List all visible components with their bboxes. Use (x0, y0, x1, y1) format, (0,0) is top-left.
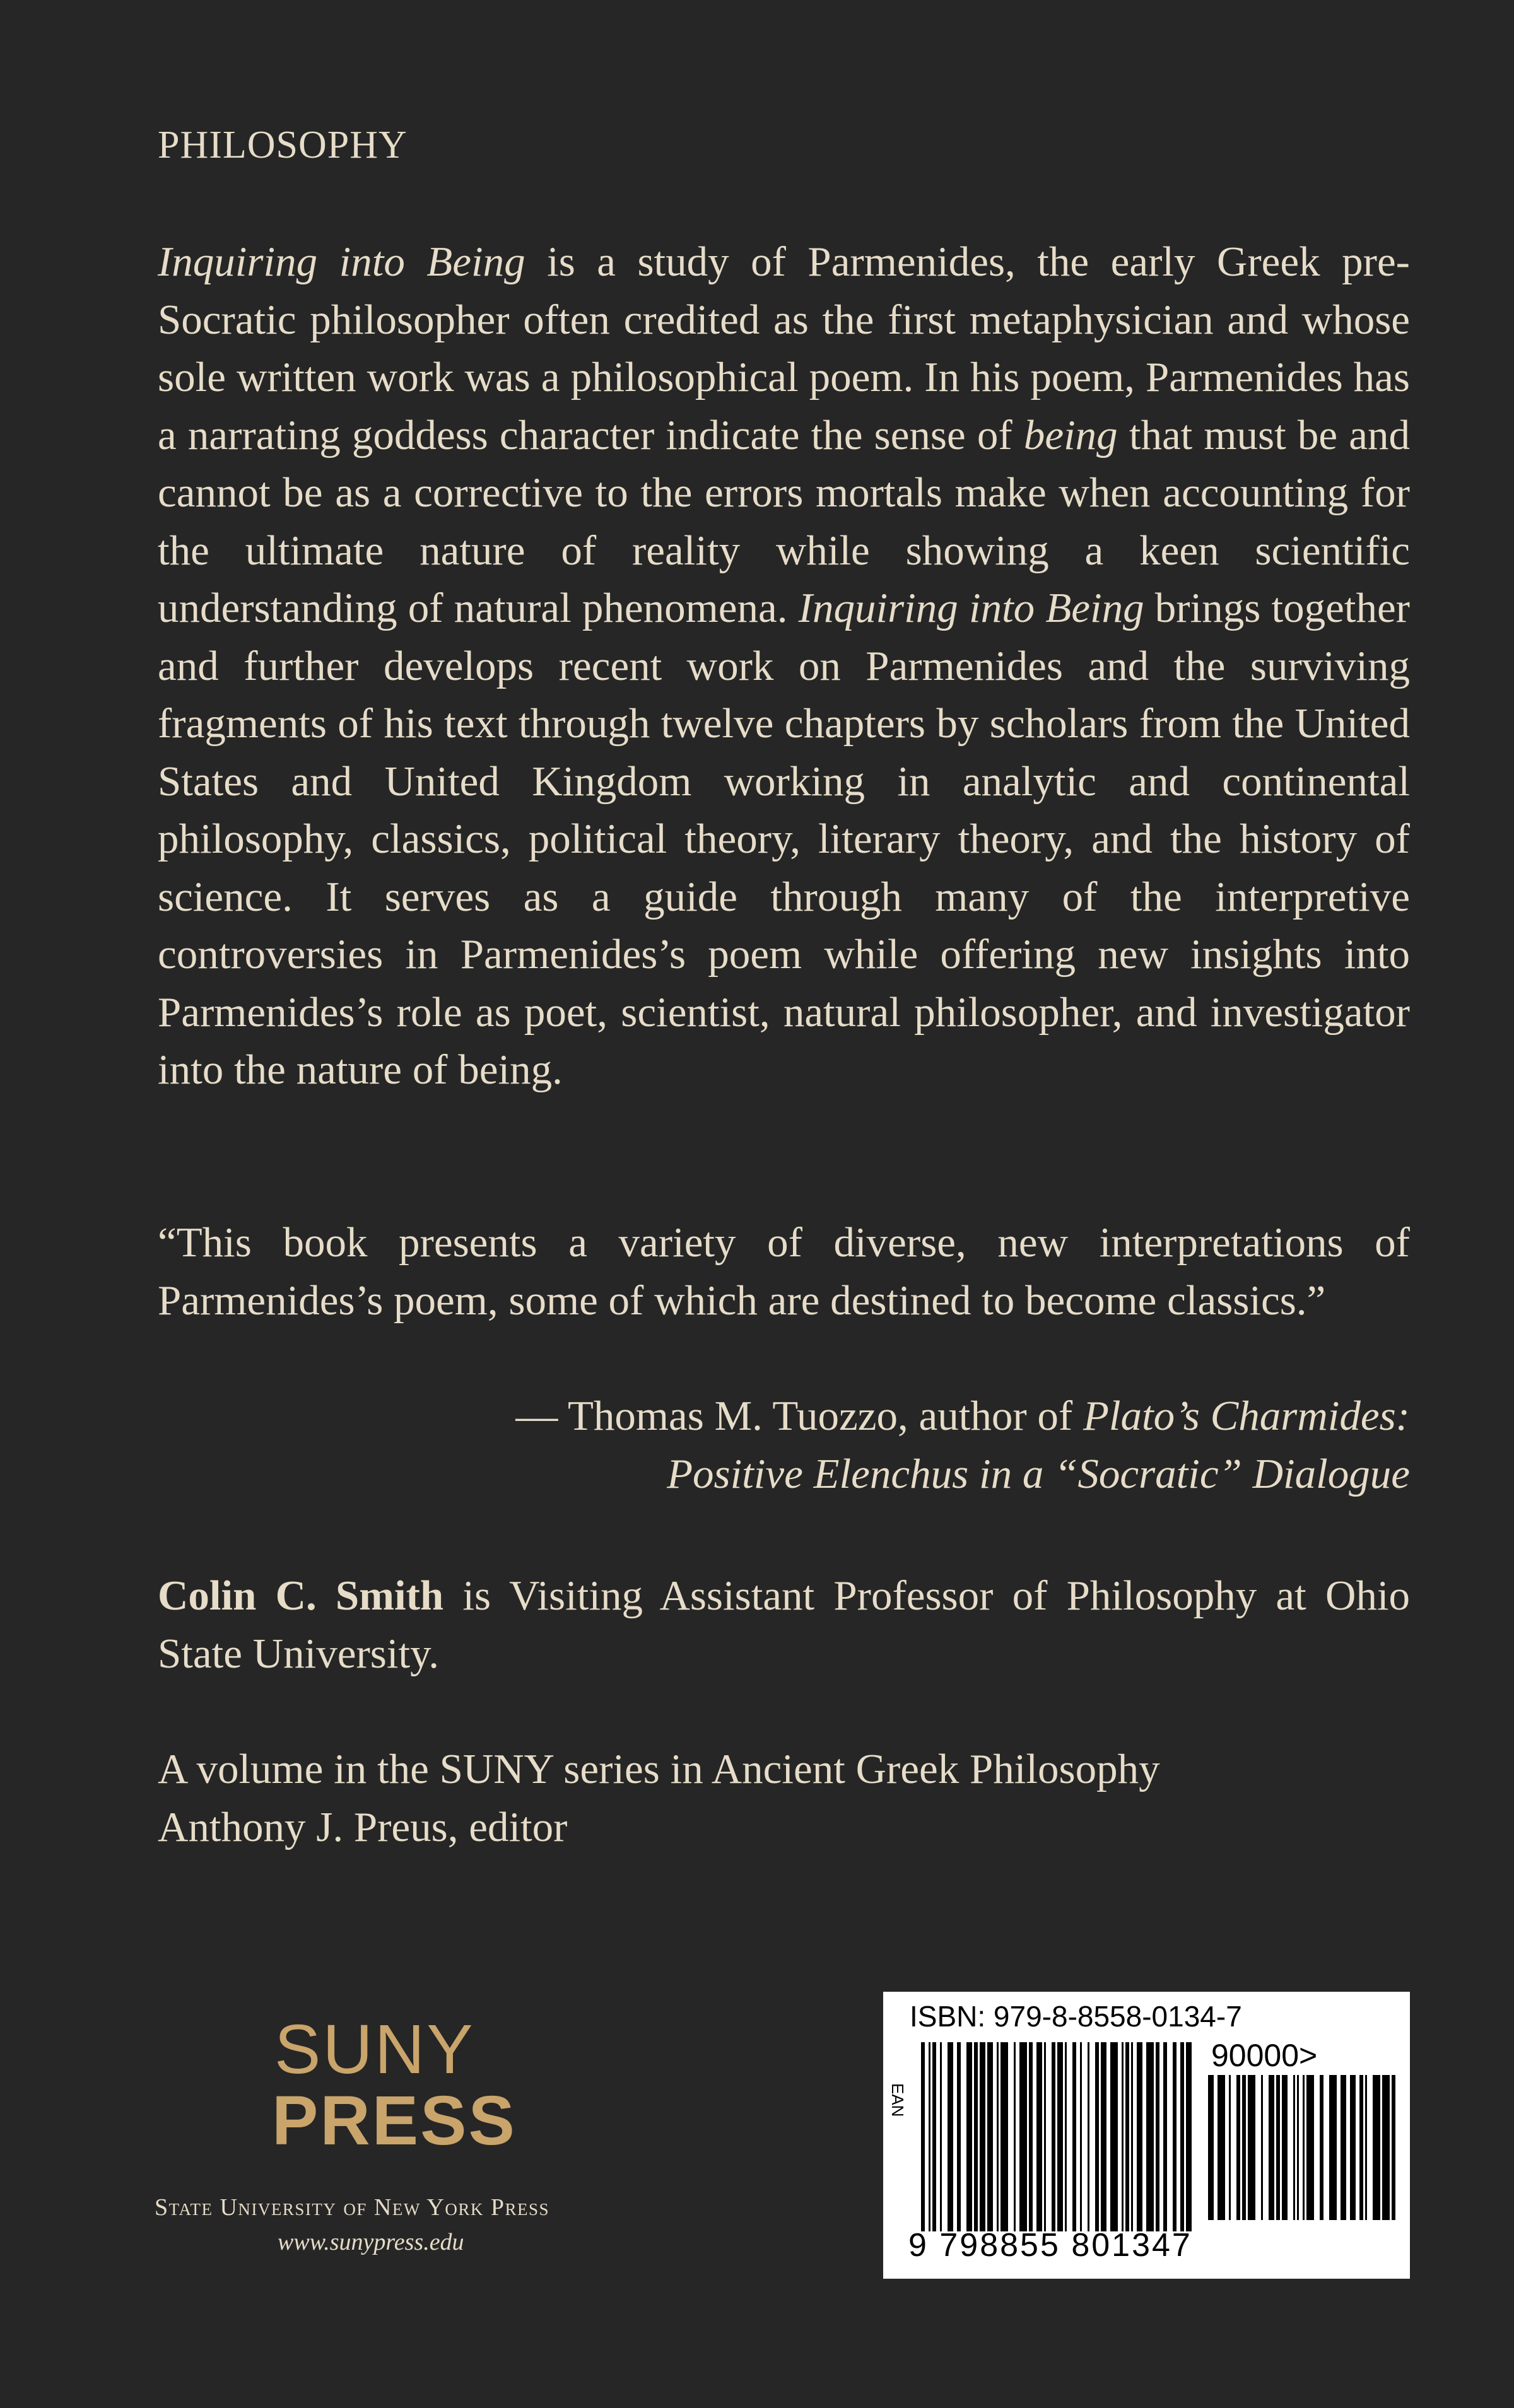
barcode-bar (1080, 2042, 1082, 2231)
barcode-bar (1019, 2042, 1027, 2231)
barcode-bar (1341, 2075, 1346, 2220)
barcode-bar (1373, 2075, 1380, 2220)
barcode-bar (1156, 2042, 1159, 2231)
barcode-bar (1101, 2042, 1106, 2231)
barcode-bar (1306, 2075, 1314, 2220)
book-title-italic: Inquiring into Being (158, 238, 525, 285)
barcode-bar (1261, 2075, 1263, 2220)
endorsement-quote: “This book presents a variety of diverse, new interpretations of Parmenides’s poem, some of which are destined to become classics.” (158, 1219, 1410, 1324)
barcode-bar (1088, 2042, 1089, 2231)
barcode-bar (1052, 2042, 1055, 2231)
barcode-bar (1029, 2042, 1033, 2231)
logo-press-text: PRESS (272, 2082, 517, 2160)
author-name: Colin C. Smith (158, 1572, 444, 1619)
barcode-bars (921, 2042, 1192, 2231)
barcode-bar (1365, 2075, 1367, 2220)
barcode-bar (1044, 2042, 1046, 2231)
barcode-bar (1137, 2042, 1142, 2231)
barcode-bar (1036, 2042, 1042, 2231)
barcode-bar (1173, 2042, 1177, 2231)
category-label: PHILOSOPHY (158, 124, 408, 167)
barcode-bar (929, 2042, 930, 2231)
barcode-bar (1293, 2075, 1295, 2220)
barcode-bar (1382, 2075, 1390, 2220)
ean-label: EAN (888, 2083, 907, 2117)
barcode-bar (932, 2042, 936, 2231)
barcode-bar (1303, 2075, 1305, 2220)
barcode (883, 1992, 1410, 2279)
barcode-bar (1329, 2075, 1337, 2220)
barcode-bar (957, 2042, 961, 2231)
barcode-bar (940, 2042, 942, 2231)
barcode-bar (1229, 2075, 1231, 2220)
barcode-bar (987, 2042, 993, 2231)
barcode-bar (1122, 2042, 1124, 2231)
author-bio (158, 1567, 1410, 1683)
barcode-bar (1282, 2075, 1288, 2220)
publisher-name: State University of New York Press (155, 2194, 550, 2221)
barcode-bar (1095, 2042, 1099, 2231)
barcode-bar (1057, 2042, 1063, 2231)
barcode-bar (980, 2042, 985, 2231)
being-italic: being (1023, 411, 1118, 459)
book-title-italic-2: Inquiring into Being (798, 585, 1144, 631)
barcode-bar (974, 2042, 978, 2231)
barcode-bar (1186, 2042, 1192, 2231)
ean-digits: 9 798855 801347 (908, 2227, 1192, 2264)
price-code: 90000> (1211, 2038, 1318, 2073)
barcode-bar (1208, 2075, 1214, 2220)
publisher-logo (155, 2011, 634, 2258)
barcode-bar (997, 2042, 999, 2231)
endorsement-attribution (515, 1388, 1410, 1503)
isbn-label: ISBN: 979-8-8558-0134-7 (910, 2000, 1242, 2033)
barcode-bar (1180, 2042, 1184, 2231)
barcode-bar (948, 2042, 953, 2231)
barcode-bar (1350, 2075, 1356, 2220)
book-description (158, 233, 1410, 1099)
attribution-book-title-1: Plato’s Charmides: (1083, 1393, 1410, 1439)
barcode-bar (1131, 2042, 1133, 2231)
barcode-bar (1320, 2075, 1323, 2220)
description-text-1: is a study of Parmenides, the early Greek pre-Socratic philosopher often credited as the first metaphysician and whose sole written work was a philosophical poem. In his poem, Parmenides has a narrating goddess character indicate the sense of (158, 238, 1410, 459)
barcode-bar (966, 2042, 972, 2231)
barcode-bar (1163, 2042, 1167, 2231)
barcode-bar (1359, 2075, 1363, 2220)
author-bio-text: is Visiting Assistant Professor of Philosophy at Ohio State University. (158, 1572, 1410, 1677)
barcode-bar (1297, 2075, 1299, 2220)
barcode-bar (1110, 2042, 1118, 2231)
barcode-bar (1001, 2042, 1008, 2231)
series-editor: Anthony J. Preus, editor (158, 1803, 568, 1850)
barcode-bar (1392, 2075, 1395, 2220)
series-info (158, 1741, 1410, 1856)
barcode-bar (1242, 2075, 1246, 2220)
barcode-bar (1236, 2075, 1240, 2220)
barcode-bar (1276, 2075, 1280, 2220)
barcode-bar (921, 2042, 925, 2231)
attribution-book-title-2: Positive Elenchus in a “Socratic” Dialogue (667, 1450, 1410, 1497)
barcode-bar (1248, 2075, 1255, 2220)
barcode-bar (1065, 2042, 1067, 2231)
addon-barcode-bars (1208, 2075, 1397, 2220)
attribution-prefix: — Thomas M. Tuozzo, author of (515, 1393, 1083, 1439)
barcode-bar (1146, 2042, 1154, 2231)
logo-suny-text: SUNY (274, 2011, 475, 2088)
description-text-2: that must be and cannot be as a corrective to the errors mortals make when accounting for the ultimate nature of reality while showing a keen scientific understanding of natural phenomena. (158, 411, 1410, 631)
barcode-bar (1269, 2075, 1274, 2220)
publisher-url: www.sunypress.edu (278, 2229, 464, 2255)
barcode-bar (1125, 2042, 1129, 2231)
barcode-bar (1218, 2075, 1225, 2220)
barcode-bar (1014, 2042, 1016, 2231)
description-text-3: brings together and further develops recent work on Parmenides and the surviving fragments of his text through twelve chapters by scholars from the United States and United Kingdom working in analytic and continental philosophy, classics, political theory, literary theory, and the history of science. It serves as a guide through many of the interpretive controversies in Parmenides’s poem while offering new insights into Parmenides’s role as poet, scientist, natural philosopher, and investigator into the nature of being. (158, 585, 1410, 1093)
series-line: A volume in the SUNY series in Ancient Greek Philosophy (158, 1746, 1160, 1792)
barcode-bar (1072, 2042, 1076, 2231)
